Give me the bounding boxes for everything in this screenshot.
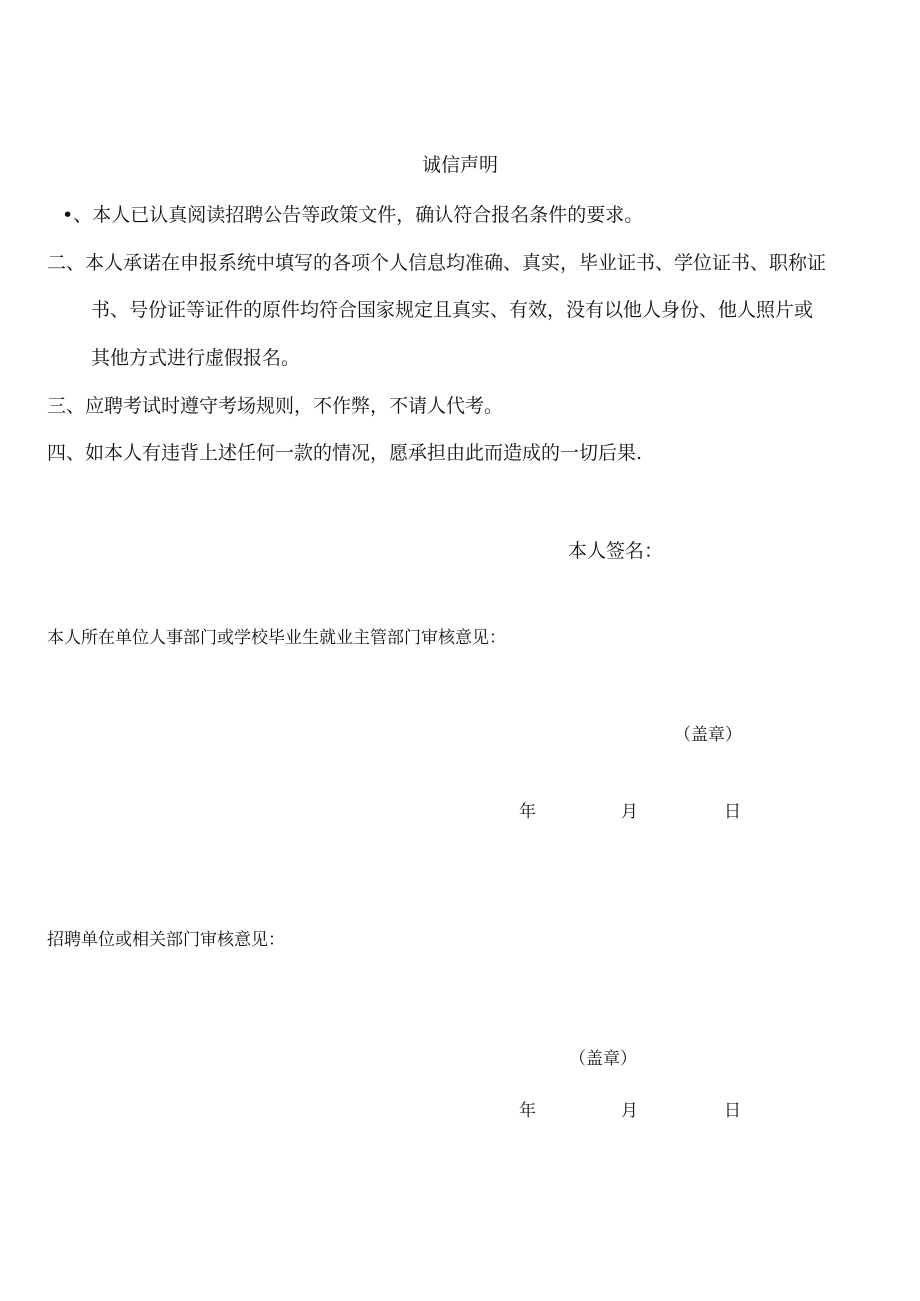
signature-label: 本人签名： <box>568 540 664 562</box>
employer-date-year: 年 <box>519 1101 536 1121</box>
unit-date-year: 年 <box>519 802 536 822</box>
employer-review-label: 招聘单位或相关部门审核意见： <box>47 930 285 950</box>
unit-review-label: 本人所在单位人事部门或学校毕业生就业主管部门审核意见： <box>47 628 506 648</box>
employer-date-day: 日 <box>724 1101 741 1121</box>
item-2-line-3: 其他方式进行虚假报名。 <box>91 347 301 369</box>
unit-stamp-label: （盖章） <box>674 725 742 745</box>
item-1: •、本人已认真阅读招聘公告等政策文件，确认符合报名条件的要求。 <box>62 204 644 226</box>
unit-date-month: 月 <box>621 802 638 822</box>
document-title: 诚信声明 <box>421 154 498 176</box>
employer-stamp-label: （盖章） <box>569 1049 637 1069</box>
item-3: 三、应聘考试时遵守考场规则，不作弊，不请人代考。 <box>47 395 504 417</box>
employer-date-month: 月 <box>621 1101 638 1121</box>
item-4: 四、如本人有违背上述任何一款的情况，愿承担由此而造成的一切后果. <box>47 442 643 464</box>
item-2-line-2: 书、号份证等证件的原件均符合国家规定且真实、有效，没有以他人身份、他人照片或 <box>91 299 814 321</box>
item-2-line-1: 二、本人承诺在申报系统中填写的各项个人信息均准确、真实，毕业证书、学位证书、职称证 <box>47 252 827 274</box>
unit-date-day: 日 <box>724 802 741 822</box>
